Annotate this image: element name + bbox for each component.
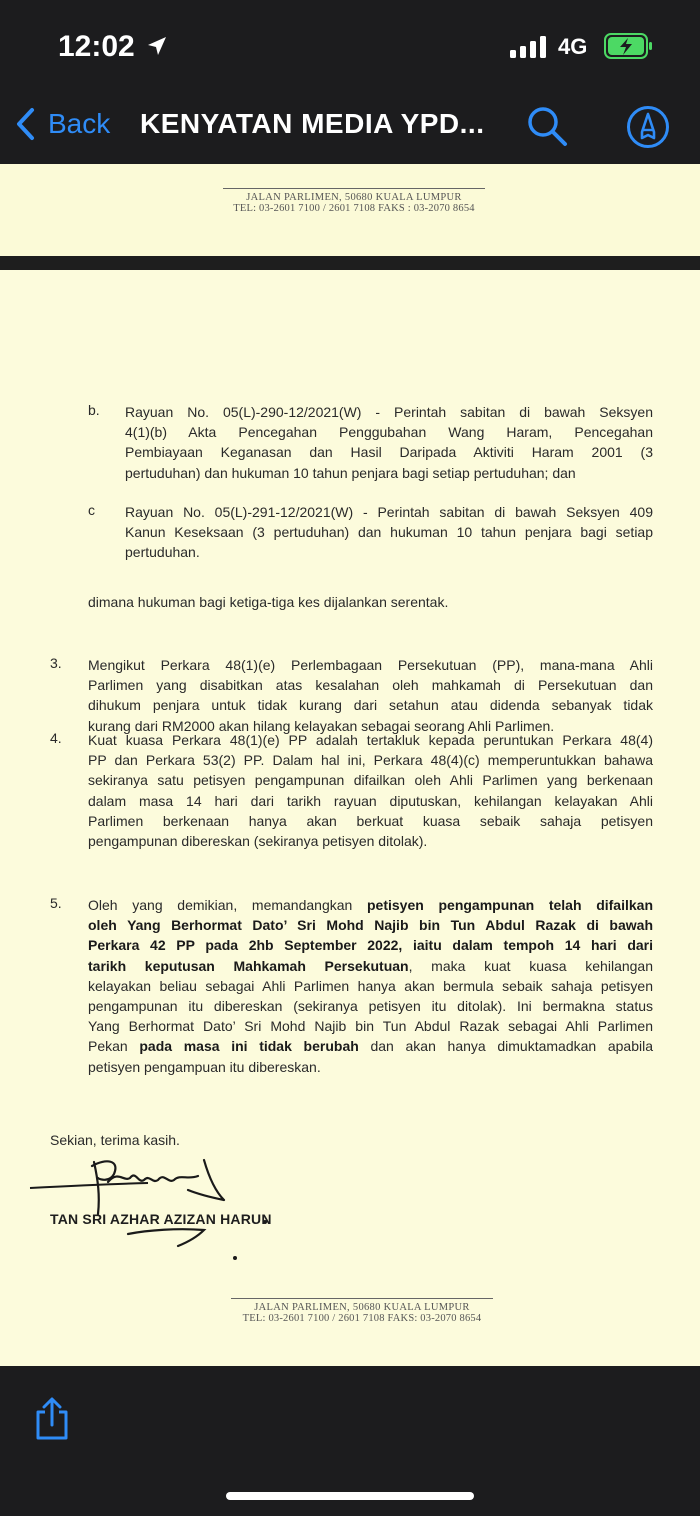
location-arrow-icon [145, 34, 169, 58]
footer-tel: TEL: 03-2601 7100 / 2601 7108 FAKS : 03-2070 8654 [233, 203, 475, 214]
para-line: kelayakan beliau sebagai Ahli Parlimen hanya akan bermula sebaik sahaja petisyen [88, 977, 653, 994]
para-line: Mengikut Perkara 48(1)(e) Perlembagaan Persekutuan (PP), mana-mana Ahli [88, 657, 653, 673]
search-icon[interactable] [526, 105, 568, 147]
home-indicator[interactable] [226, 1492, 474, 1500]
para-line: Yang Berhormat Dato’ Sri Mohd Najib bin Tun Abdul Razak sebagai Ahli Parlimen [88, 1018, 653, 1035]
back-button[interactable] [14, 104, 110, 144]
document-viewer[interactable] [0, 164, 700, 1366]
item-b-line: Pembiayaan Keganasan dan Hasil Daripada Aktiviti Haram 2001 (3 [125, 444, 653, 461]
paragraph-5 [88, 895, 653, 1077]
status-bar [0, 0, 700, 80]
paragraph-3 [88, 655, 653, 736]
network-type: 4G [558, 34, 588, 59]
para-bold-text: pada masa ini tidak berubah [139, 1038, 359, 1055]
concurrent-sentence: dimana hukuman bagi ketiga-tiga kes dijalankan serentak. [88, 594, 449, 610]
item-b-line: Rayuan No. 05(L)-290-12/2021(W) - Perintah sabitan di bawah Seksyen [125, 404, 653, 420]
footer-tel: TEL: 03-2601 7100 / 2601 7108 FAKS: 03-2070 8654 [242, 1313, 482, 1324]
para-line [88, 915, 653, 935]
para-line: dihukum penjara untuk tidak kurang dari setahun atau didenda sebanyak tidak [88, 697, 653, 714]
item-marker-c: c [88, 502, 95, 518]
back-label: Back [48, 108, 111, 139]
para-line: sekiranya satu petisyen pengampunan difailkan oleh Ahli Parlimen yang berkenaan [88, 772, 653, 789]
item-c-line: pertuduhan. [125, 544, 200, 561]
page-footer [214, 188, 494, 214]
signal-bars-icon [510, 36, 548, 58]
para-number-4: 4. [50, 730, 62, 746]
footer-address: JALAN PARLIMEN, 50680 KUALA LUMPUR [246, 192, 462, 203]
battery-charging-icon [604, 33, 654, 59]
para-line: Parlimen yang disabitkan atas kesalahan oleh mahkamah di Persekutuan dan [88, 677, 653, 694]
page-footer [222, 1298, 502, 1324]
para-line [88, 1036, 653, 1056]
item-c-text [125, 502, 653, 563]
para-text: Oleh yang demikian, memandangkan [88, 897, 367, 913]
para-line [88, 956, 653, 976]
item-b-text [125, 402, 653, 483]
para-bold-text: tarikh keputusan Mahkamah Persekutuan [88, 957, 409, 974]
signatory-name: TAN SRI AZHAR AZIZAN HARUN [50, 1211, 272, 1227]
item-b-line: 4(1)(b) Akta Pencegahan Penggubahan Wang Haram, Pencegahan [125, 424, 653, 441]
para-line: dalam masa 14 hari dari tarikh rayuan diputuskan, kehilangan kelayakan Ahli [88, 792, 653, 809]
para-text: dan akan hanya dimuktamadkan apabila [358, 1038, 653, 1055]
page-separator [0, 256, 700, 270]
para-line: Parlimen berkenaan hanya akan berkuat kuasa sebaik sahaja petisyen [88, 812, 653, 829]
para-text: Pekan [88, 1038, 140, 1055]
footer-address: JALAN PARLIMEN, 50680 KUALA LUMPUR [254, 1302, 470, 1313]
para-bold-text: petisyen pengampunan telah difailkan [367, 897, 653, 913]
page-1-bottom [0, 164, 700, 256]
para-line: kurang dari RM2000 akan hilang kelayakan sebagai seorang Ahli Parlimen. [88, 717, 555, 734]
para-number-3: 3. [50, 655, 62, 671]
para-line: Kuat kuasa Perkara 48(1)(e) PP adalah tertakluk kepada peruntukan Perkara 48(4) [88, 732, 653, 748]
paragraph-4 [88, 730, 653, 851]
para-line [88, 895, 653, 915]
para-bold-text: oleh Yang Berhormat Dato’ Sri Mohd Najib bin Tun Abdul Razak di bawah [88, 917, 653, 934]
page-2 [0, 270, 700, 1366]
para-text: , maka kuat kuasa kehilangan [408, 957, 653, 974]
item-marker-b: b. [88, 402, 100, 418]
nav-bar [0, 80, 700, 164]
item-c-line: Kanun Keseksaan (3 pertuduhan) dan hukuman 10 tahun penjara bagi setiap [125, 524, 653, 541]
para-number-5: 5. [50, 895, 62, 911]
para-line: pengampunan dibereskan (sekiranya petisyen ditolak). [88, 833, 428, 850]
para-line: pengampunan itu dibereskan (sekiranya petisyen itu ditolak). Ini bermakna status [88, 998, 653, 1015]
para-line: PP dan Perkara 53(2) PP. Dalam hal ini, Perkara 48(4)(c) memperuntukkan bahawa [88, 752, 653, 769]
para-line: petisyen pengampuan itu dibereskan. [88, 1058, 321, 1075]
item-c-line: Rayuan No. 05(L)-291-12/2021(W) - Perintah sabitan di bawah Seksyen 409 [125, 504, 653, 520]
item-b-line: pertuduhan) dan hukuman 10 tahun penjara bagi setiap pertuduhan; dan [125, 464, 576, 481]
status-time: 12:02 [58, 30, 135, 63]
para-line [88, 935, 653, 955]
para-bold-text: Perkara 42 PP pada 2hb September 2022, iaitu dalam tempoh 14 hari dari [88, 937, 653, 954]
chevron-left-icon [14, 107, 36, 141]
document-title: KENYATAN MEDIA YPD... [140, 108, 485, 139]
markup-pen-icon[interactable] [626, 105, 670, 149]
closing-line: Sekian, terima kasih. [50, 1132, 180, 1148]
handwritten-signature [28, 1150, 288, 1260]
bottom-toolbar [0, 1366, 700, 1516]
share-icon[interactable] [32, 1396, 72, 1442]
